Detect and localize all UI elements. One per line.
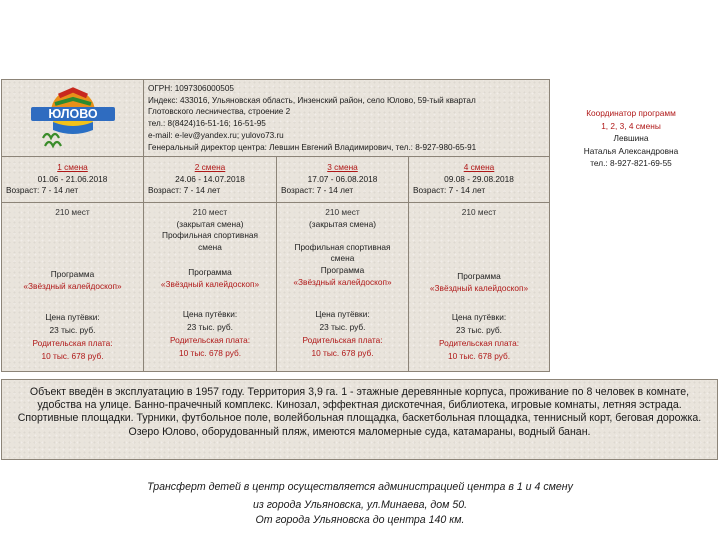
coordinator-name: Наталья Александровна: [583, 145, 679, 156]
camp-logo-icon: [29, 86, 117, 150]
shift-2-price: 23 тыс. руб.: [187, 322, 233, 332]
shift-4-price-label: Цена путёвки:: [451, 312, 507, 322]
shift-4-program-name: «Звёздный калейдоскоп»: [429, 282, 529, 293]
description-text: Объект введён в эксплуатацию в 1957 году. Территория 3,9 га. 1 - этажные деревянные корпуса, проживание по 8 человек в комнате, удобства на улице. Банно-прачечный комплекс. Кинозал, эффектная дискотечная, библиотека, игровые комнаты, летняя эстрада. Спортивные площадки. Турники, футбольное поле, волейбольная площадка, баскетбольная площадка, теннисный корт, беговая дорожка. Озеро Юлово, оборудованный пляж, имеются маломерные суда, катамараны, водный банан.: [17, 386, 702, 438]
shift-3-program-name: «Звёздный калейдоскоп»: [293, 276, 392, 287]
shift-3-name: 3 смена: [327, 162, 358, 172]
logo-cell: [2, 80, 144, 156]
shift-2-parent-label: Родительская плата:: [169, 335, 251, 345]
shift-2-age: Возраст: 7 - 14 лет: [148, 185, 221, 195]
shift-3-note-spacer: [277, 230, 408, 242]
shift-1-places-cell: [2, 207, 143, 219]
shift-2-price-label: Цена путёвки:: [182, 309, 238, 319]
coordinator-shifts: 1, 2, 3, 4 смены: [601, 120, 661, 131]
shift-1-program-cell: [2, 269, 143, 292]
shift-3-note-1: (закрытая смена): [309, 218, 376, 229]
coordinator-block: [556, 107, 706, 170]
shift-1-places: 210 мест: [55, 207, 90, 217]
shift-4-parent-label: Родительская плата:: [438, 338, 520, 348]
shift-1-name: 1 смена: [57, 162, 88, 172]
shift-2-program-name: «Звёздный калейдоскоп»: [160, 278, 260, 289]
shift-1-price: 23 тыс. руб.: [49, 325, 96, 335]
coordinator-title: Координатор программ: [586, 108, 676, 118]
shift-4-places-cell: [409, 207, 549, 219]
shift-2-parent-fee: 10 тыс. 678 руб.: [178, 348, 242, 358]
shift-1-parent-label: Родительская плата:: [32, 338, 113, 348]
shift-2-name: 2 смена: [194, 162, 226, 172]
shift-3-places-cell: [277, 207, 408, 265]
shift-4-program-cell: [409, 271, 549, 294]
shift-2-note-3: смена: [198, 241, 222, 252]
shift-1-program-name: «Звёздный калейдоскоп»: [23, 280, 122, 291]
shift-2-price-cell: [144, 308, 276, 360]
shift-4-program-label: Программа: [457, 271, 501, 281]
shift-4-parent-fee: 10 тыс. 678 руб.: [447, 351, 511, 361]
shift-3-note-2: Профильная спортивная: [294, 241, 391, 252]
shift-2-header: [144, 162, 276, 197]
transfer-line-3: От города Ульяновска до центра 140 км.: [255, 514, 465, 526]
shift-1-price-cell: [2, 311, 143, 363]
address-line-2: Глотовского лесничества, строение 2: [148, 107, 291, 117]
camp-shifts-table: [1, 79, 550, 372]
logo-text: ЮЛОВО: [47, 107, 98, 121]
shift-3-dates: 17.07 - 06.08.2018: [307, 173, 378, 184]
shift-3-header: [277, 162, 408, 197]
coordinator-surname: Левшина: [613, 133, 649, 143]
shift-3-age: Возраст: 7 - 14 лет: [281, 185, 354, 195]
shift-4-dates: 09.08 - 29.08.2018: [444, 173, 514, 184]
shift-3-places: 210 мест: [325, 207, 360, 217]
ogrn-line: ОГРН: 1097306000505: [148, 84, 234, 93]
shift-1-dates: 01.06 - 21.06.2018: [37, 173, 108, 184]
description-box: [1, 379, 718, 460]
shift-3-parent-fee: 10 тыс. 678 руб.: [311, 348, 374, 358]
shift-2-dates: 24.06 - 14.07.2018: [175, 173, 245, 184]
shift-4-price-cell: [409, 311, 549, 363]
shift-2-note-1: (закрытая смена): [176, 218, 244, 229]
shift-3-program-cell: [277, 265, 408, 288]
shift-1-age: Возраст: 7 - 14 лет: [6, 185, 79, 195]
shift-4-age: Возраст: 7 - 14 лет: [413, 185, 486, 195]
shift-3-program-label: Программа: [320, 265, 365, 275]
shift-4-header: [409, 162, 549, 197]
shift-1-program-label: Программа: [50, 269, 95, 279]
email-line: e-mail: e-lev@yandex.ru; yulovo73.ru: [148, 130, 284, 140]
organization-info: [144, 80, 549, 156]
director-line: Генеральный директор центра: Левшин Евгений Владимирович, тел.: 8-927-980-65-91: [148, 142, 477, 152]
shift-2-program-label: Программа: [188, 267, 232, 277]
shift-4-places: 210 мест: [461, 207, 497, 217]
shift-4-price: 23 тыс. руб.: [456, 325, 502, 335]
shift-3-price: 23 тыс. руб.: [319, 322, 366, 332]
shift-4-name: 4 смена: [463, 162, 495, 172]
shift-2-program-cell: [144, 267, 276, 290]
shift-3-note-3: смена: [330, 253, 355, 263]
address-line: Индекс: 433016, Ульяновская область, Инзенский район, село Юлово, 59-тый квартал: [148, 95, 476, 105]
transfer-line-2: из города Ульяновска, ул.Минаева, дом 50.: [252, 499, 468, 511]
shift-1-price-label: Цена путёвки:: [45, 312, 100, 322]
shift-3-parent-label: Родительская плата:: [302, 335, 383, 345]
shift-2-places: 210 мест: [192, 207, 228, 217]
shift-2-note-2: Профильная спортивная: [161, 230, 259, 240]
shift-1-header: [2, 162, 143, 197]
coordinator-phone: тел.: 8-927-821-69-55: [590, 158, 672, 168]
transfer-line-1: Трансферт детей в центр осуществляется администрацией центра в 1 и 4 смену: [147, 481, 573, 493]
shift-1-parent-fee: 10 тыс. 678 руб.: [41, 351, 104, 361]
shift-2-places-cell: [144, 207, 276, 253]
shift-3-price-label: Цена путёвки:: [315, 309, 370, 319]
shift-3-price-cell: [277, 308, 408, 360]
phone-line: тел.: 8(8424)16-51-16; 16-51-95: [148, 119, 266, 129]
